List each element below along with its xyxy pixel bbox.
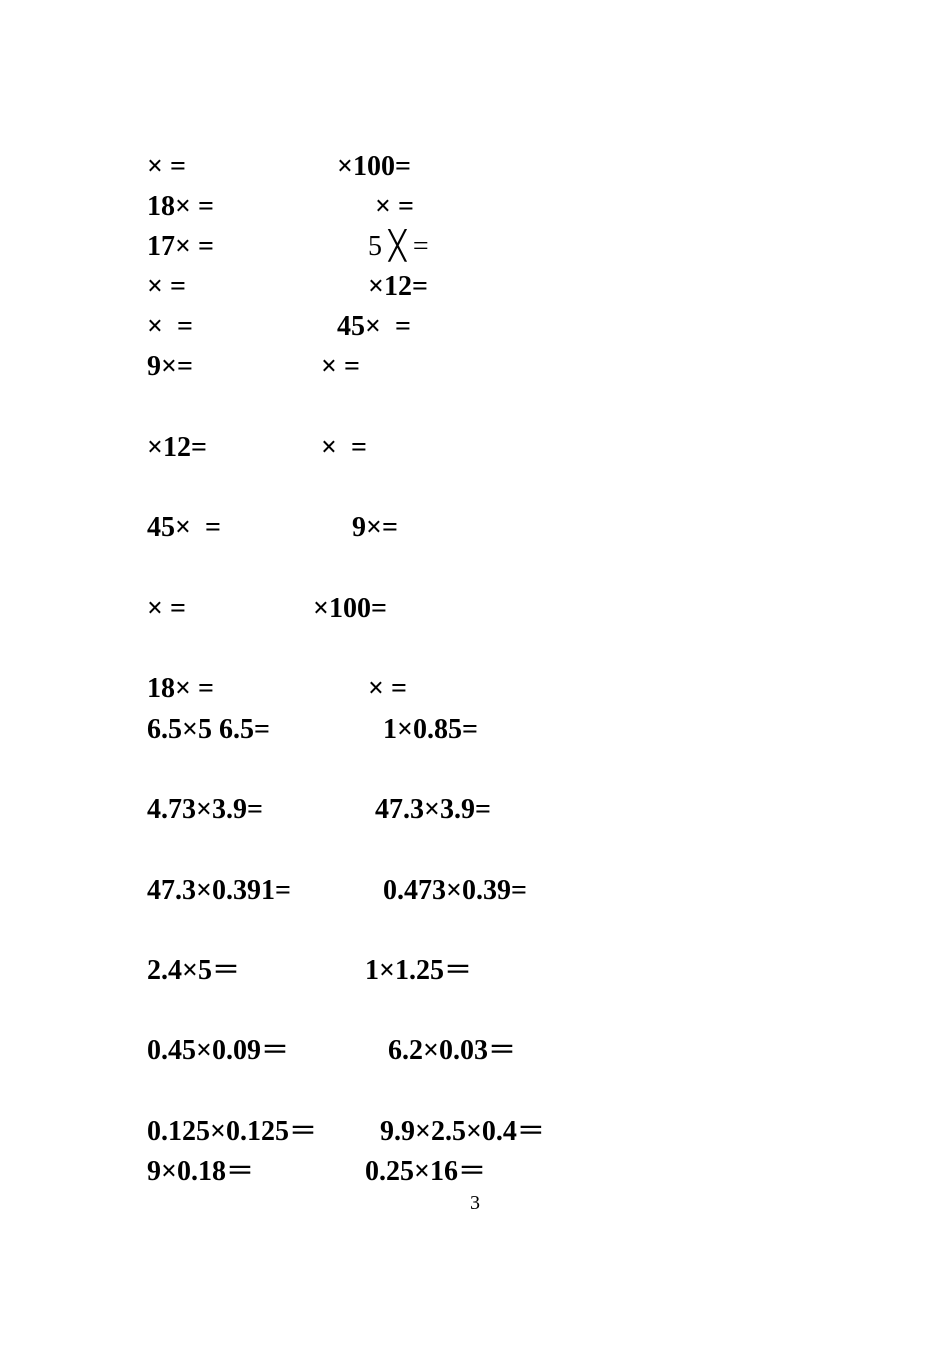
problem-left: 9×= [147, 351, 193, 382]
problem-left: 18× = [147, 673, 214, 704]
problem-right: 47.3×3.9= [375, 794, 491, 825]
problem-left: 4.73×3.9= [147, 794, 263, 825]
problem-right: 9×= [352, 512, 398, 543]
problem-right: ×12= [368, 271, 428, 302]
problem-left: 0.125×0.125＝ [147, 1116, 317, 1147]
problem-left: 47.3×0.391= [147, 875, 291, 906]
problem-right: ×100= [313, 593, 387, 624]
problem-left: × = [147, 271, 186, 302]
problem-left: ×12= [147, 432, 207, 463]
problem-left: 17× = [147, 231, 214, 262]
problem-right: 5 ╳ = [368, 231, 429, 262]
problem-right: × = [375, 191, 414, 222]
problem-left: 45× = [147, 512, 221, 543]
problem-right: 0.25×16＝ [365, 1156, 486, 1187]
problem-left: 6.5×5 6.5= [147, 714, 270, 745]
problem-left: 2.4×5＝ [147, 955, 240, 986]
problem-left: 9×0.18＝ [147, 1156, 254, 1187]
problem-right: 1×0.85= [383, 714, 478, 745]
problem-right: × = [368, 673, 407, 704]
problem-right: × = [321, 432, 367, 463]
problem-row [147, 1155, 486, 1291]
problem-left: 0.45×0.09＝ [147, 1035, 289, 1066]
problem-right: 0.473×0.39= [383, 875, 527, 906]
problem-right: 6.2×0.03＝ [388, 1035, 516, 1066]
problem-right: × = [321, 351, 360, 382]
problem-left: × = [147, 311, 193, 342]
problem-right: 9.9×2.5×0.4＝ [380, 1116, 545, 1147]
problem-left: × = [147, 593, 186, 624]
problem-left: 18× = [147, 191, 214, 222]
problem-right: ×100= [337, 151, 411, 182]
problem-right: 1×1.25＝ [365, 955, 472, 986]
problem-right: 45× = [337, 311, 411, 342]
page-number: 3 [470, 1192, 480, 1214]
problem-left: × = [147, 151, 186, 182]
